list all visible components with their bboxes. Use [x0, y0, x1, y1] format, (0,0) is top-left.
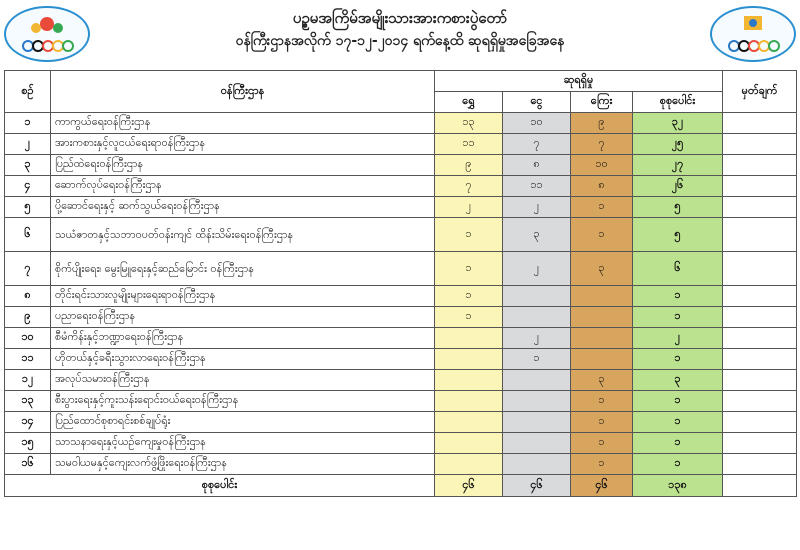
row-total: ၂၇: [633, 155, 723, 176]
row-ministry: သာသနာရေးနှင့်ယဉ်ကျေးမှုဝန်ကြီးဌာန: [51, 433, 435, 454]
row-ministry: ပြည်ထဲရေးဝန်ကြီးဌာန: [51, 155, 435, 176]
row-gold: [435, 349, 503, 370]
row-total: ၁: [633, 307, 723, 328]
row-gold: ၁: [435, 218, 503, 252]
row-total: ၅: [633, 197, 723, 218]
total-silver: ၄၆: [503, 475, 571, 497]
row-ministry: အားကစားနှင့်လူငယ်ရေးရာဝန်ကြီးဌာန: [51, 134, 435, 155]
row-ministry: ဟိုတယ်နှင့်ခရီးသွားလာရေးဝန်ကြီးဌာန: [51, 349, 435, 370]
row-total: ၁: [633, 286, 723, 307]
row-bronze: ၁: [571, 391, 633, 412]
row-ministry: သမဝါယမနှင့်ကျေးလက်ဖွံ့ဖြိုးရေးဝန်ကြီးဌာန: [51, 454, 435, 475]
row-total: ၂: [633, 328, 723, 349]
row-silver: [503, 307, 571, 328]
games-logo-left: [4, 6, 90, 62]
row-no: ၁၄: [5, 412, 51, 433]
row-silver: [503, 433, 571, 454]
table-row: [5, 252, 797, 286]
row-gold: [435, 412, 503, 433]
table-row: [5, 134, 797, 155]
row-bronze: ၁၀: [571, 155, 633, 176]
row-silver: [503, 286, 571, 307]
row-ministry: အလုပ်သမားဝန်ကြီးဌာန: [51, 370, 435, 391]
row-gold: ၁၁: [435, 134, 503, 155]
row-total: ၁: [633, 412, 723, 433]
row-silver: ၂: [503, 328, 571, 349]
row-no: ၁၂: [5, 370, 51, 391]
row-bronze: ၁: [571, 197, 633, 218]
table-row: [5, 113, 797, 134]
row-no: ၈: [5, 286, 51, 307]
table-row: [5, 286, 797, 307]
row-bronze: ၁: [571, 218, 633, 252]
row-no: ၂: [5, 134, 51, 155]
row-silver: [503, 391, 571, 412]
col-header-ministry: ဝန်ကြီးဌာန: [51, 71, 435, 113]
row-gold: ၁: [435, 307, 503, 328]
row-remarks: [723, 286, 797, 307]
col-header-medals: ဆုရရှိမှု: [435, 71, 723, 92]
row-bronze: [571, 286, 633, 307]
row-total: ၁: [633, 433, 723, 454]
row-silver: [503, 412, 571, 433]
row-gold: [435, 328, 503, 349]
row-bronze: [571, 307, 633, 328]
row-remarks: [723, 252, 797, 286]
total-bronze: ၄၆: [571, 475, 633, 497]
row-ministry: စီးပွားရေးနှင့်ကူးသန်းရောင်းဝယ်ရေးဝန်ကြီးဌာန: [51, 391, 435, 412]
row-no: ၆: [5, 218, 51, 252]
total-remarks: [723, 475, 797, 497]
row-no: ၅: [5, 197, 51, 218]
row-ministry: စိုက်ပျိုးရေး၊ မွေးမြူရေးနှင့်ဆည်မြောင်း ဝန်ကြီးဌာန: [51, 252, 435, 286]
row-ministry: စီမံကိန်းနှင့်ဘဏ္ဍာရေးဝန်ကြီးဌာန: [51, 328, 435, 349]
row-remarks: [723, 218, 797, 252]
row-no: ၄: [5, 176, 51, 197]
row-total: ၃၂: [633, 113, 723, 134]
row-total: ၁: [633, 454, 723, 475]
row-gold: ၁: [435, 252, 503, 286]
row-no: ၉: [5, 307, 51, 328]
row-bronze: ၁: [571, 412, 633, 433]
header: [100, 6, 700, 52]
row-gold: [435, 433, 503, 454]
table-row: [5, 307, 797, 328]
games-logo-right: [710, 6, 796, 62]
row-remarks: [723, 197, 797, 218]
col-header-gold: ရွှေ: [435, 92, 503, 113]
row-bronze: ၇: [571, 134, 633, 155]
row-ministry: သယံဇာတနှင့်သဘာဝပတ်ဝန်းကျင် ထိန်းသိမ်းရေးဝန်ကြီးဌာန: [51, 218, 435, 252]
row-ministry: ပညာရေးဝန်ကြီးဌာန: [51, 307, 435, 328]
row-silver: ၁၁: [503, 176, 571, 197]
row-total: ၂၅: [633, 134, 723, 155]
row-bronze: ၁: [571, 454, 633, 475]
row-silver: ၃: [503, 218, 571, 252]
row-no: ၁၆: [5, 454, 51, 475]
page-subtitle: ဝန်ကြီးဌာနအလိုက် ၁၇-၁၂-၂၀၁၄ ရက်နေ့ထိ ဆုရရှိမှုအခြေအနေ: [235, 33, 565, 49]
total-row-label: စုစုပေါင်း: [5, 475, 435, 497]
row-remarks: [723, 454, 797, 475]
table-body: [5, 113, 797, 475]
table-row: [5, 391, 797, 412]
row-remarks: [723, 134, 797, 155]
table-row: [5, 433, 797, 454]
col-header-total: စုစုပေါင်း: [633, 92, 723, 113]
row-remarks: [723, 412, 797, 433]
row-silver: ၁၀: [503, 113, 571, 134]
row-ministry: ပို့ဆောင်ရေးနှင့် ဆက်သွယ်ရေးဝန်ကြီးဌာန: [51, 197, 435, 218]
table-row: [5, 176, 797, 197]
row-bronze: ၉: [571, 113, 633, 134]
row-ministry: ဆောက်လုပ်ရေးဝန်ကြီးဌာန: [51, 176, 435, 197]
col-header-remarks: မှတ်ချက်: [723, 71, 797, 113]
row-silver: ၈: [503, 155, 571, 176]
table-row: [5, 155, 797, 176]
row-silver: ၁: [503, 349, 571, 370]
row-remarks: [723, 155, 797, 176]
table-row: [5, 197, 797, 218]
row-silver: [503, 454, 571, 475]
row-total: ၂၆: [633, 176, 723, 197]
row-bronze: ၈: [571, 176, 633, 197]
col-header-bronze: ကြေး: [571, 92, 633, 113]
table-row: [5, 454, 797, 475]
table-row: [5, 328, 797, 349]
row-bronze: [571, 328, 633, 349]
row-no: ၁: [5, 113, 51, 134]
row-gold: [435, 454, 503, 475]
col-header-silver: ငွေ: [503, 92, 571, 113]
row-ministry: တိုင်းရင်းသားလူမျိုးများရေးရာဝန်ကြီးဌာန: [51, 286, 435, 307]
row-bronze: [571, 349, 633, 370]
row-bronze: ၃: [571, 370, 633, 391]
row-remarks: [723, 113, 797, 134]
row-bronze: ၁: [571, 433, 633, 454]
row-remarks: [723, 391, 797, 412]
row-silver: ၇: [503, 134, 571, 155]
row-total: ၅: [633, 218, 723, 252]
row-remarks: [723, 307, 797, 328]
medal-table: [4, 70, 797, 497]
table-row: [5, 412, 797, 433]
row-no: ၃: [5, 155, 51, 176]
row-remarks: [723, 328, 797, 349]
row-ministry: ပြည်ထောင်စုစာရင်းစစ်ချုပ်ရုံး: [51, 412, 435, 433]
row-gold: ၁၃: [435, 113, 503, 134]
row-remarks: [723, 433, 797, 454]
row-silver: ၂: [503, 252, 571, 286]
row-remarks: [723, 370, 797, 391]
table-row: [5, 370, 797, 391]
row-gold: [435, 370, 503, 391]
row-total: ၃: [633, 370, 723, 391]
row-no: ၇: [5, 252, 51, 286]
row-total: ၆: [633, 252, 723, 286]
row-gold: ၉: [435, 155, 503, 176]
page-title: ပဉ္စမအကြိမ်အမျိုးသားအားကစားပွဲတော်: [292, 9, 508, 27]
row-gold: ၇: [435, 176, 503, 197]
row-remarks: [723, 349, 797, 370]
row-no: ၁၅: [5, 433, 51, 454]
row-silver: [503, 370, 571, 391]
col-header-no: စဉ်: [5, 71, 51, 113]
row-bronze: ၃: [571, 252, 633, 286]
row-gold: ၂: [435, 197, 503, 218]
table-row: [5, 218, 797, 252]
row-remarks: [723, 176, 797, 197]
table-row: [5, 349, 797, 370]
total-total: ၁၃၈: [633, 475, 723, 497]
row-gold: ၁: [435, 286, 503, 307]
row-ministry: ကာကွယ်ရေးဝန်ကြီးဌာန: [51, 113, 435, 134]
row-no: ၁၁: [5, 349, 51, 370]
row-total: ၁: [633, 391, 723, 412]
row-total: ၁: [633, 349, 723, 370]
total-gold: ၄၆: [435, 475, 503, 497]
row-silver: ၂: [503, 197, 571, 218]
row-no: ၁၀: [5, 328, 51, 349]
total-row: [5, 475, 797, 497]
row-no: ၁၃: [5, 391, 51, 412]
row-gold: [435, 391, 503, 412]
